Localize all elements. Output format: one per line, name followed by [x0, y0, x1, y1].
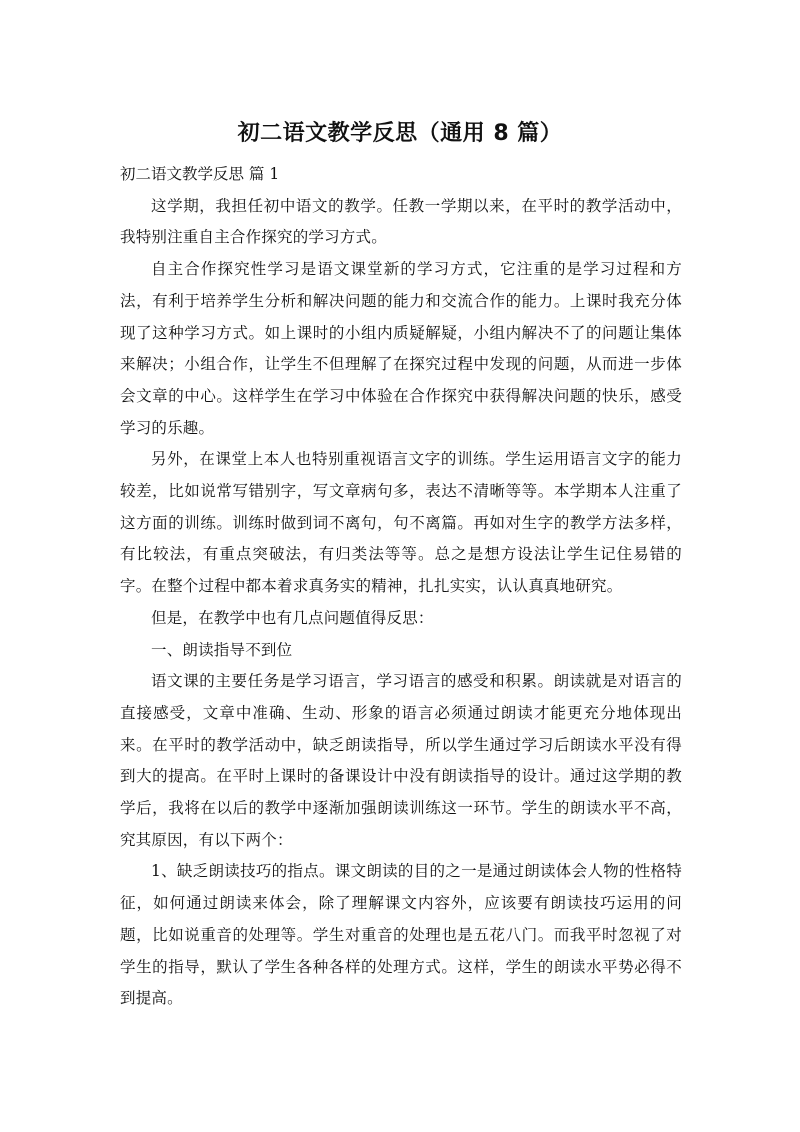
paragraph-6: 1、缺乏朗读技巧的指点。课文朗读的目的之一是通过朗读体会人物的性格特征，如何通过朗读来体会，除了理解课文内容外，应该要有朗读技巧运用的问题，比如说重音的处理等。学生对重音的处理也是五花八门。而我平时忽视了对学生的指导，默认了学生各种各样的处理方式。这样，学生的朗读水平势必得不到提高。 — [120, 862, 682, 1008]
document-body — [120, 159, 682, 1015]
paragraph-1: 这学期，我担任初中语文的教学。任教一学期以来，在平时的教学活动中，我特别注重自主合作探究的学习方式。 — [120, 196, 682, 247]
section-heading: 初二语文教学反思 篇 1 — [120, 165, 280, 183]
document-title: 初二语文教学反思（通用 8 篇） — [237, 121, 563, 146]
paragraph-4: 但是，在教学中也有几点问题值得反思： — [151, 608, 434, 627]
subheading-reading: 一、朗读指导不到位 — [151, 640, 293, 659]
paragraph-5: 语文课的主要任务是学习语言，学习语言的感受和积累。朗读就是对语言的直接感受，文章中准确、生动、形象的语言必须通过朗读才能更充分地体现出来。在平时的教学活动中，缺乏朗读指导，所以学生通过学习后朗读水平没有得到大的提高。在平时上课时的备课设计中没有朗读指导的设计。通过这学期的教学后，我将在以后的教学中逐渐加强朗读训练这一环节。学生的朗读水平不高，究其原因，有以下两个： — [120, 672, 682, 849]
paragraph-2: 自主合作探究性学习是语文课堂新的学习方式，它注重的是学习过程和方法，有利于培养学生分析和解决问题的能力和交流合作的能力。上课时我充分体现了这种学习方式。如上课时的小组内质疑解疑，小组内解决不了的问题让集体来解决；小组合作，让学生不但理解了在探究过程中发现的问题，从而进一步体会文章的中心。这样学生在学习中体验在合作探究中获得解决问题的快乐，感受学习的乐趣。 — [120, 260, 682, 437]
paragraph-3: 另外，在课堂上本人也特别重视语言文字的训练。学生运用语言文字的能力较差，比如说常写错别字，写文章病句多，表达不清晰等等。本学期本人注重了这方面的训练。训练时做到词不离句，句不离篇。再如对生字的教学方法多样，有比较法，有重点突破法，有归类法等等。总之是想方设法让学生记住易错的字。在整个过程中都本着求真务实的精神，扎扎实实，认认真真地研究。 — [120, 450, 682, 596]
